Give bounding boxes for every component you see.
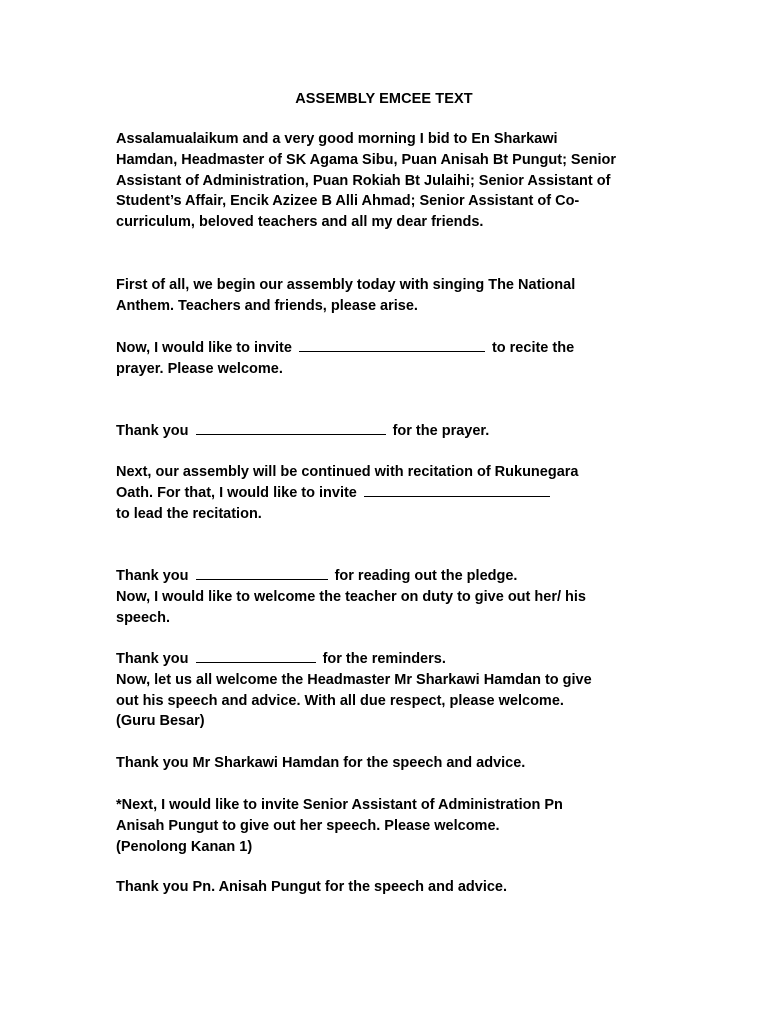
greeting-line: curriculum, beloved teachers and all my dear friends. xyxy=(116,214,484,231)
pledge-text: Thank you xyxy=(116,568,189,584)
pledge-line: speech. xyxy=(116,609,170,626)
senior-assistant-line: Anisah Pungut to give out her speech. Please welcome. xyxy=(116,817,500,834)
headmaster-thanks-paragraph xyxy=(116,753,656,774)
pledge-text: for reading out the pledge. xyxy=(334,568,518,584)
reminders-line xyxy=(116,649,656,670)
greeting-line: Student’s Affair, Encik Azizee B Alli Ahmad; Senior Assistant of Co- xyxy=(116,193,580,210)
name-blank-field[interactable] xyxy=(196,649,316,663)
prayer-invite-paragraph xyxy=(116,338,656,380)
rukunegara-line: to lead the recitation. xyxy=(116,505,262,522)
prayer-thanks-line xyxy=(116,421,656,442)
name-blank-field[interactable] xyxy=(196,566,328,580)
document-title: ASSEMBLY EMCEE TEXT xyxy=(295,91,473,107)
prayer-thanks-text: Thank you xyxy=(116,423,189,439)
headmaster-thanks-line: Thank you Mr Sharkawi Hamdan for the speech and advice. xyxy=(116,755,526,771)
prayer-invite-text: Now, I would like to invite xyxy=(116,340,292,356)
pledge-line: Now, I would like to welcome the teacher on duty to give out her/ his xyxy=(116,588,586,605)
senior-assistant-line: (Penolong Kanan 1) xyxy=(116,838,253,855)
reminders-paragraph xyxy=(116,649,656,732)
greeting-paragraph xyxy=(116,129,656,233)
prayer-invite-text: to recite the xyxy=(491,340,575,356)
reminders-text: for the reminders. xyxy=(322,651,446,667)
name-blank-field[interactable] xyxy=(364,483,550,497)
reminders-line: Now, let us all welcome the Headmaster Mr Sharkawi Hamdan to give xyxy=(116,671,592,688)
final-thanks-line: Thank you Pn. Anisah Pungut for the speech and advice. xyxy=(116,879,508,895)
anthem-paragraph xyxy=(116,275,656,317)
anthem-line: Anthem. Teachers and friends, please arise. xyxy=(116,297,418,314)
anthem-line: First of all, we begin our assembly today with singing The National xyxy=(116,277,576,293)
reminders-line: (Guru Besar) xyxy=(116,713,205,730)
greeting-line: Assalamualaikum and a very good morning I bid to En Sharkawi xyxy=(116,131,558,147)
pledge-line xyxy=(116,566,656,587)
senior-assistant-paragraph xyxy=(116,795,656,857)
greeting-line: Hamdan, Headmaster of SK Agama Sibu, Puan Anisah Bt Pungut; Senior xyxy=(116,151,617,168)
senior-assistant-line: *Next, I would like to invite Senior Assistant of Administration Pn xyxy=(116,797,563,813)
name-blank-field[interactable] xyxy=(196,421,386,435)
name-blank-field[interactable] xyxy=(299,338,485,352)
rukunegara-paragraph xyxy=(116,462,656,524)
rukunegara-line xyxy=(116,483,656,504)
prayer-thanks-paragraph xyxy=(116,421,656,442)
prayer-invite-line: prayer. Please welcome. xyxy=(116,360,283,377)
reminders-line: out his speech and advice. With all due respect, please welcome. xyxy=(116,692,564,709)
greeting-line: Assistant of Administration, Puan Rokiah Bt Julaihi; Senior Assistant of xyxy=(116,172,611,189)
rukunegara-line: Next, our assembly will be continued with recitation of Rukunegara xyxy=(116,464,579,480)
final-thanks-paragraph xyxy=(116,877,656,898)
reminders-text: Thank you xyxy=(116,651,189,667)
prayer-invite-line xyxy=(116,338,656,359)
prayer-thanks-text: for the prayer. xyxy=(392,423,490,439)
pledge-paragraph xyxy=(116,566,656,628)
rukunegara-text: Oath. For that, I would like to invite xyxy=(116,484,357,501)
